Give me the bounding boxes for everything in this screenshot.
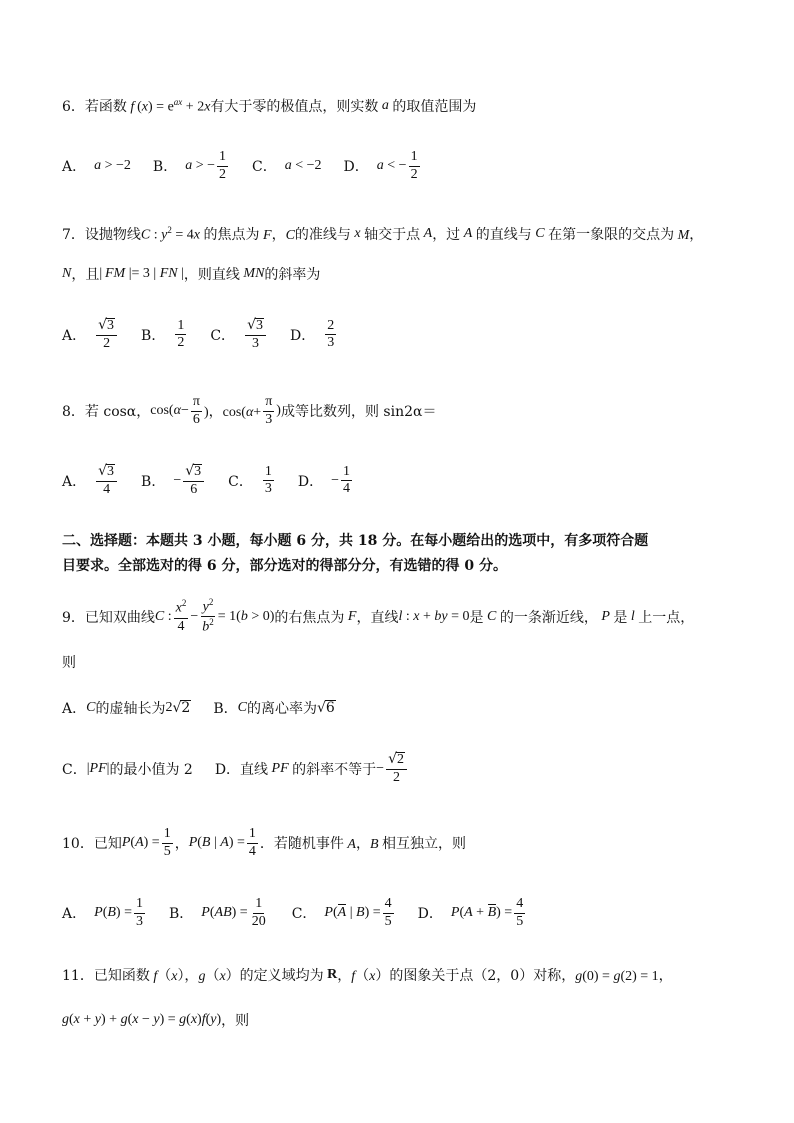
option-label: D． [417,906,443,923]
q6-stem [62,96,476,116]
q7-var-m: M， [674,228,704,243]
q7-var-f: F，C [259,228,295,243]
q8-text-b: 成等比数列，则 sin2α＝ [280,404,437,421]
q7-var-a: A [420,226,433,241]
q9-option-c-text: 的最小值为 2 [109,761,193,778]
q11-functional-eq: g(x + y) + g(x − y) = g(x)f(y) [62,1012,222,1027]
option-label: C． [228,473,253,490]
q11-g-values: g(0) = g(2) = 1， [575,969,673,984]
q9-hyperbola-expr: C : [154,608,172,624]
q8-option-d[interactable]: D． − $\frac{1}{4}$ [297,463,351,497]
q11-f: ，f（x） [337,969,390,984]
q7-text-a: 7．设抛物线 [62,227,141,243]
q10-expr-pba: P(B | A) = [188,835,245,851]
option-label: A． [62,473,87,490]
q10-expr-pa: P(A) = [121,835,160,851]
q11-text-c: 的图象关于点（2，0）对称， [389,968,576,984]
q7-text-f: 的直线与 [475,227,532,243]
q9-var-f: F [344,608,357,624]
q9-option-c[interactable]: C． |PF| 的最小值为 2 [62,760,193,778]
q8-expr-1: cos(α− [150,403,189,419]
q9-stem-line1: 9．已知双曲线 C : $\frac{x^2}{4}$ − $\frac{y^2}{b^2}$ = 1(b > 0) 的右焦点为 F ，直线 l : x + by = 0 是 C 的一条渐近线， P 是 l 上一点， [62,597,695,635]
q8-option-c[interactable]: C． $\frac{1}{3}$ [228,463,272,497]
q7-var-a2: A [460,226,476,241]
q8-expr-3: ) [276,403,281,419]
q9-var-l: l [627,608,639,624]
option-label: C． [291,906,317,923]
q7-text-e: ，过 [432,227,461,243]
q9-text-b: 的右焦点为 [274,609,345,626]
q9-option-b-text: 的离心率为 [246,701,317,717]
q10-option-c[interactable]: C． P(A | B) = $\frac{4}{5}$ [291,896,392,929]
option-label: B． [141,473,166,490]
option-label: D． [297,473,324,490]
q7-option-a[interactable]: A． √ 3 2 [62,318,119,351]
q9-line-expr: l : x + by = 0 [398,608,470,624]
section-2-text-1: 二、选择题：本题共 3 小题，每小题 6 分，共 18 分。在每小题给出的选项中，有多项符合题 [62,533,649,549]
q10-stem: 10．已知 P(A) = $\frac{1}{5}$ ， P(B | A) = $\frac{1}{4}$ ．若随机事件 A，B 相互独立，则 [62,826,467,859]
q9-var-p: P [597,608,614,624]
option-label: A． [62,327,87,344]
q6-var-a: a [378,98,393,113]
q9-text-d: 是 [469,609,484,626]
q6-option-d[interactable]: D． a < − $\frac{1}{2}$ [343,149,418,182]
q10-vars: A，B [343,837,383,853]
option-label: A． [62,701,87,717]
q7-text-h: ，且 [71,267,100,283]
q8-text-a: 8．若 cosα， [62,404,151,421]
q10-text-a: 10．已知 [62,836,122,853]
q9-option-a[interactable]: A． C 的虚轴长为 2 √ 2 [62,700,191,717]
option-label: C． [62,761,87,778]
q8-expr-2: )，cos(α+ [203,405,262,421]
q7-text-i: ，则直线 [183,267,240,283]
q8-option-a[interactable]: A． √ 3 4 [62,464,119,497]
q7-var-c: C [531,226,549,241]
q9-text-g: 上一点， [638,609,695,626]
q7-text-j: 的斜率为 [264,267,321,283]
q9-text-f: 是 [613,609,628,626]
q11-stem-line1 [62,965,673,985]
q9-var-c: C [483,608,500,624]
section-2-text-2: 目要求。全部选对的得 6 分，部分选对的得部分分，有选错的得 0 分。 [62,558,507,574]
q7-option-b[interactable]: B． $\frac{1}{2}$ [141,317,185,351]
q9-text-c: ，直线 [356,609,399,626]
q6-options [62,150,444,182]
q7-text-d: 轴交于点 [364,227,421,243]
q6-text-b: 有大于零的极值点，则实数 [210,99,379,115]
q7-option-c[interactable]: C． √ 3 3 [210,318,268,351]
q6-function-expr: f $(x) = e^{ax} + 2x$ [126,96,211,115]
option-label: B． [152,159,178,176]
q10-text-d: 相互独立，则 [382,836,467,853]
q9-option-d[interactable]: D．直线 PF 的斜率不等于 − √ 2 2 [215,752,409,785]
q9-text-e: 的一条渐近线， [499,609,598,626]
q7-condition-expr: | FM |= 3 | FN | [99,266,184,281]
option-label: B． [213,701,238,717]
q9-options-row1 [62,698,358,718]
q7-option-d[interactable]: D． $\frac{2}{3}$ [289,317,335,351]
option-label: A． [62,906,87,923]
q9-option-d-text: 的斜率不等于 [292,761,377,778]
q7-var-x: x [350,226,365,241]
q7-text-b: 的焦点为 [203,227,260,243]
q7-var-n: N [62,266,72,281]
option-label: A． [62,159,87,176]
q7-options [62,318,360,351]
q10-option-b[interactable]: B． P(AB) = $\frac{1}{20}$ [168,896,266,929]
option-label: C． [210,327,236,344]
q10-text-b: ， [174,836,189,853]
section-2-heading-line1 [62,530,648,550]
q9-text-a: 9．已知双曲线 [62,609,155,626]
q9-options-row2 [62,752,431,785]
q11-text-b: 的定义域均为 [239,968,324,984]
q8-options [62,464,376,497]
q7-stem-line1 [62,224,703,244]
option-label: D．直线 [214,761,269,778]
q7-text-g: 在第一象限的交点为 [548,227,675,243]
q8-option-b[interactable]: B． − √ 3 6 [141,464,206,497]
q10-text-c: ．若随机事件 [259,836,344,853]
q9-option-a-text: 的虚轴长为 [95,701,166,717]
q11-funcs: f（x），g（x） [149,969,240,984]
q9-stem-line2 [62,652,76,672]
option-label: C． [252,159,277,176]
q9-option-b[interactable]: B． C 的离心率为 √ 6 [213,700,335,717]
q7-text-c: 的准线与 [294,227,351,243]
q9-hyperbola-cond: = 1(b > 0) [217,608,275,624]
option-label: B． [168,906,194,923]
option-label: B． [141,327,166,344]
option-label: D． [343,159,369,176]
q6-option-c[interactable]: C． a < −2 [252,158,322,176]
q6-text-c: 的取值范围为 [392,99,477,115]
q11-stem-line2 [62,1010,249,1030]
q9-text-h: 则 [62,655,76,671]
q10-option-a[interactable]: A． P(B) = $\frac{1}{3}$ [62,896,143,929]
option-label: D． [289,327,316,344]
q10-options [62,897,549,929]
section-2-heading-line2 [62,555,507,575]
q8-stem: 8．若 cosα， cos(α− $\frac{\pi}{6}$ )，cos(α+ $\frac{\pi}{3}$ ) 成等比数列，则 sin2α＝ [62,394,437,427]
q7-var-mn: MN [239,266,265,281]
q6-text-a: 6．若函数 [62,99,127,115]
q7-parabola-expr: C : $y^2 = 4x$ [140,224,204,243]
q10-option-d[interactable]: D． P(A + B) = $\frac{4}{5}$ [417,896,524,929]
q11-reals: R [323,967,338,982]
q6-option-a[interactable]: A． a > −2 [62,158,131,176]
q11-text-a: 11．已知函数 [62,968,150,984]
q6-option-b[interactable]: B． a > − $\frac{1}{2}$ [152,149,227,182]
q7-stem-line2 [62,264,320,284]
q11-text-d: ，则 [221,1013,250,1029]
